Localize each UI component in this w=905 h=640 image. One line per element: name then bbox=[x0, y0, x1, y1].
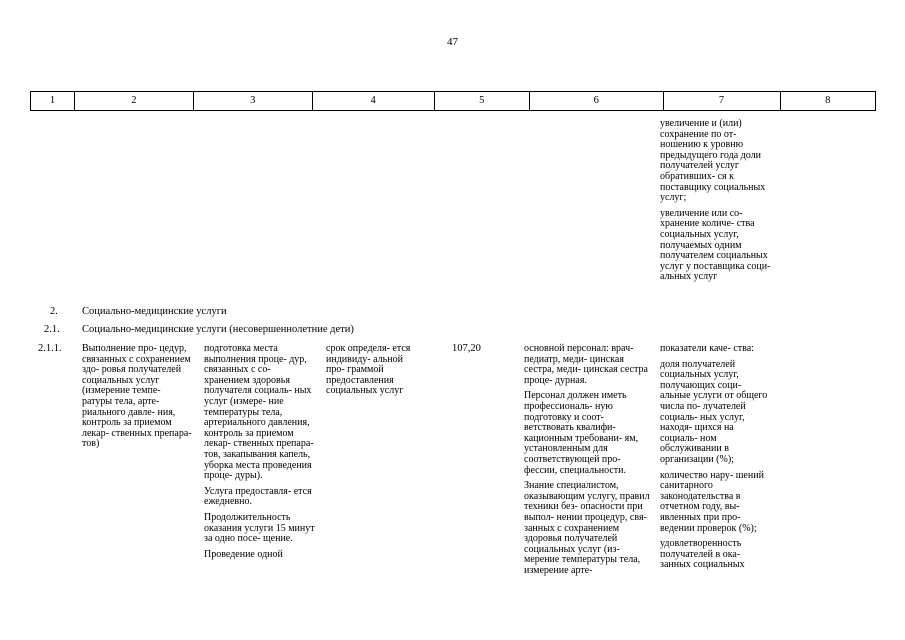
row-2-1-1-description-para-4: Проведение одной bbox=[204, 548, 283, 560]
row-2-1-1-service-name: Выполнение про- цедур, связанных с сохранением здо- ровья получателей социальных услуг (измерение темпе- ратуры тела, арте- риального давле- ния, контроль за приемом лекар- ственных препара- тов) bbox=[82, 343, 192, 450]
continuation-col7-para-1: увеличение и (или) сохранение по от- ношению к уровню предыдущего года доли получателей услуг обратившиx- ся к поставщику социальных услуг; bbox=[660, 118, 766, 204]
row-2-1-1-quality-para-4: удовлетворенность получателей в ока- занных социальных bbox=[660, 538, 745, 571]
section-2-number: 2. bbox=[50, 306, 58, 317]
row-2-1-1-tariff: 107,20 bbox=[452, 343, 481, 354]
header-col-8: 8 bbox=[825, 95, 831, 106]
row-2-1-1-quality-para-1: показатели каче- ства: bbox=[660, 343, 754, 354]
header-col-4: 4 bbox=[313, 92, 435, 110]
header-col-3: 3 bbox=[194, 92, 313, 110]
table-header-row bbox=[30, 91, 876, 111]
row-2-1-1-description bbox=[204, 344, 316, 560]
section-2-1-number: 2.1. bbox=[44, 324, 60, 335]
section-2-1-title: Социально-медицинские услуги (несовершеннолетние дети) bbox=[82, 324, 354, 335]
section-2-title: Социально-медицинские услуги bbox=[82, 306, 227, 317]
continuation-col7-para-2: увеличение или со- хранение количе- ства социальных услуг, получаемых одним получателем социальных услуг у поставщика соци- альных услуг bbox=[660, 207, 771, 283]
row-2-1-1-quality-para-2: доля получателей социальных услуг, получающих соци- альные услуги от общего числа по- лучателей социаль- ных услуг, находя- щихся на социаль- ном обслуживании в организации (%); bbox=[660, 358, 768, 465]
header-col-5: 5 bbox=[435, 92, 531, 110]
row-2-1-1-number: 2.1.1. bbox=[38, 343, 62, 354]
row-2-1-1-term: срок определя- ется индивиду- альной про- граммой предоставления социальных услуг bbox=[326, 343, 411, 397]
continuation-col7 bbox=[660, 119, 772, 283]
row-2-1-1-description-para-3: Продолжительность оказания услуги 15 минут за одно посе- щение. bbox=[204, 511, 315, 545]
row-2-1-1-description-para-1: подготовка места выполнения проце- дур, связанных с со- хранением здоровья получателя социаль- ных услуг (измере- ние температуры тела, артериального давления, контроль за приемом лекар- ственных препара- тов, закапывания капель, уборка места проведения проце- дуры). bbox=[204, 343, 314, 482]
row-2-1-1-staff-para-3: Знание специалистом, оказывающим услугу, правил техники без- опасности при выпол- нении процедур, свя- занных с сохранением здоровья получателей социальных услуг (из- мерение температуры тела, измерение арте- bbox=[524, 480, 650, 576]
header-col-1: 1 bbox=[31, 92, 75, 110]
row-2-1-1-quality-indicators bbox=[660, 344, 772, 571]
row-2-1-1-staff-para-1: основной персонал: врач-педиатр, меди- цинская сестра, меди- цинская сестра проце- дурная. bbox=[524, 343, 648, 386]
header-col-6: 6 bbox=[530, 92, 664, 110]
row-2-1-1-staff-requirements bbox=[524, 344, 652, 576]
row-2-1-1-quality-para-3: количество нару- шений санитарного законодательства в отчетном году, вы- явленных при про- ведении проверок (%); bbox=[660, 469, 764, 534]
row-2-1-1-description-para-2: Услуга предоставля- ется ежедневно. bbox=[204, 485, 312, 508]
row-2-1-1-staff-para-2: Персонал должен иметь профессиональ- ную подготовку и соот- ветствовать квалифи- кационным требовани- ям, установленным для соответствующей про- фессии, специальности. bbox=[524, 390, 639, 476]
page-number: 47 bbox=[447, 36, 458, 48]
header-col-2: 2 bbox=[75, 92, 194, 110]
header-col-7: 7 bbox=[664, 92, 781, 110]
